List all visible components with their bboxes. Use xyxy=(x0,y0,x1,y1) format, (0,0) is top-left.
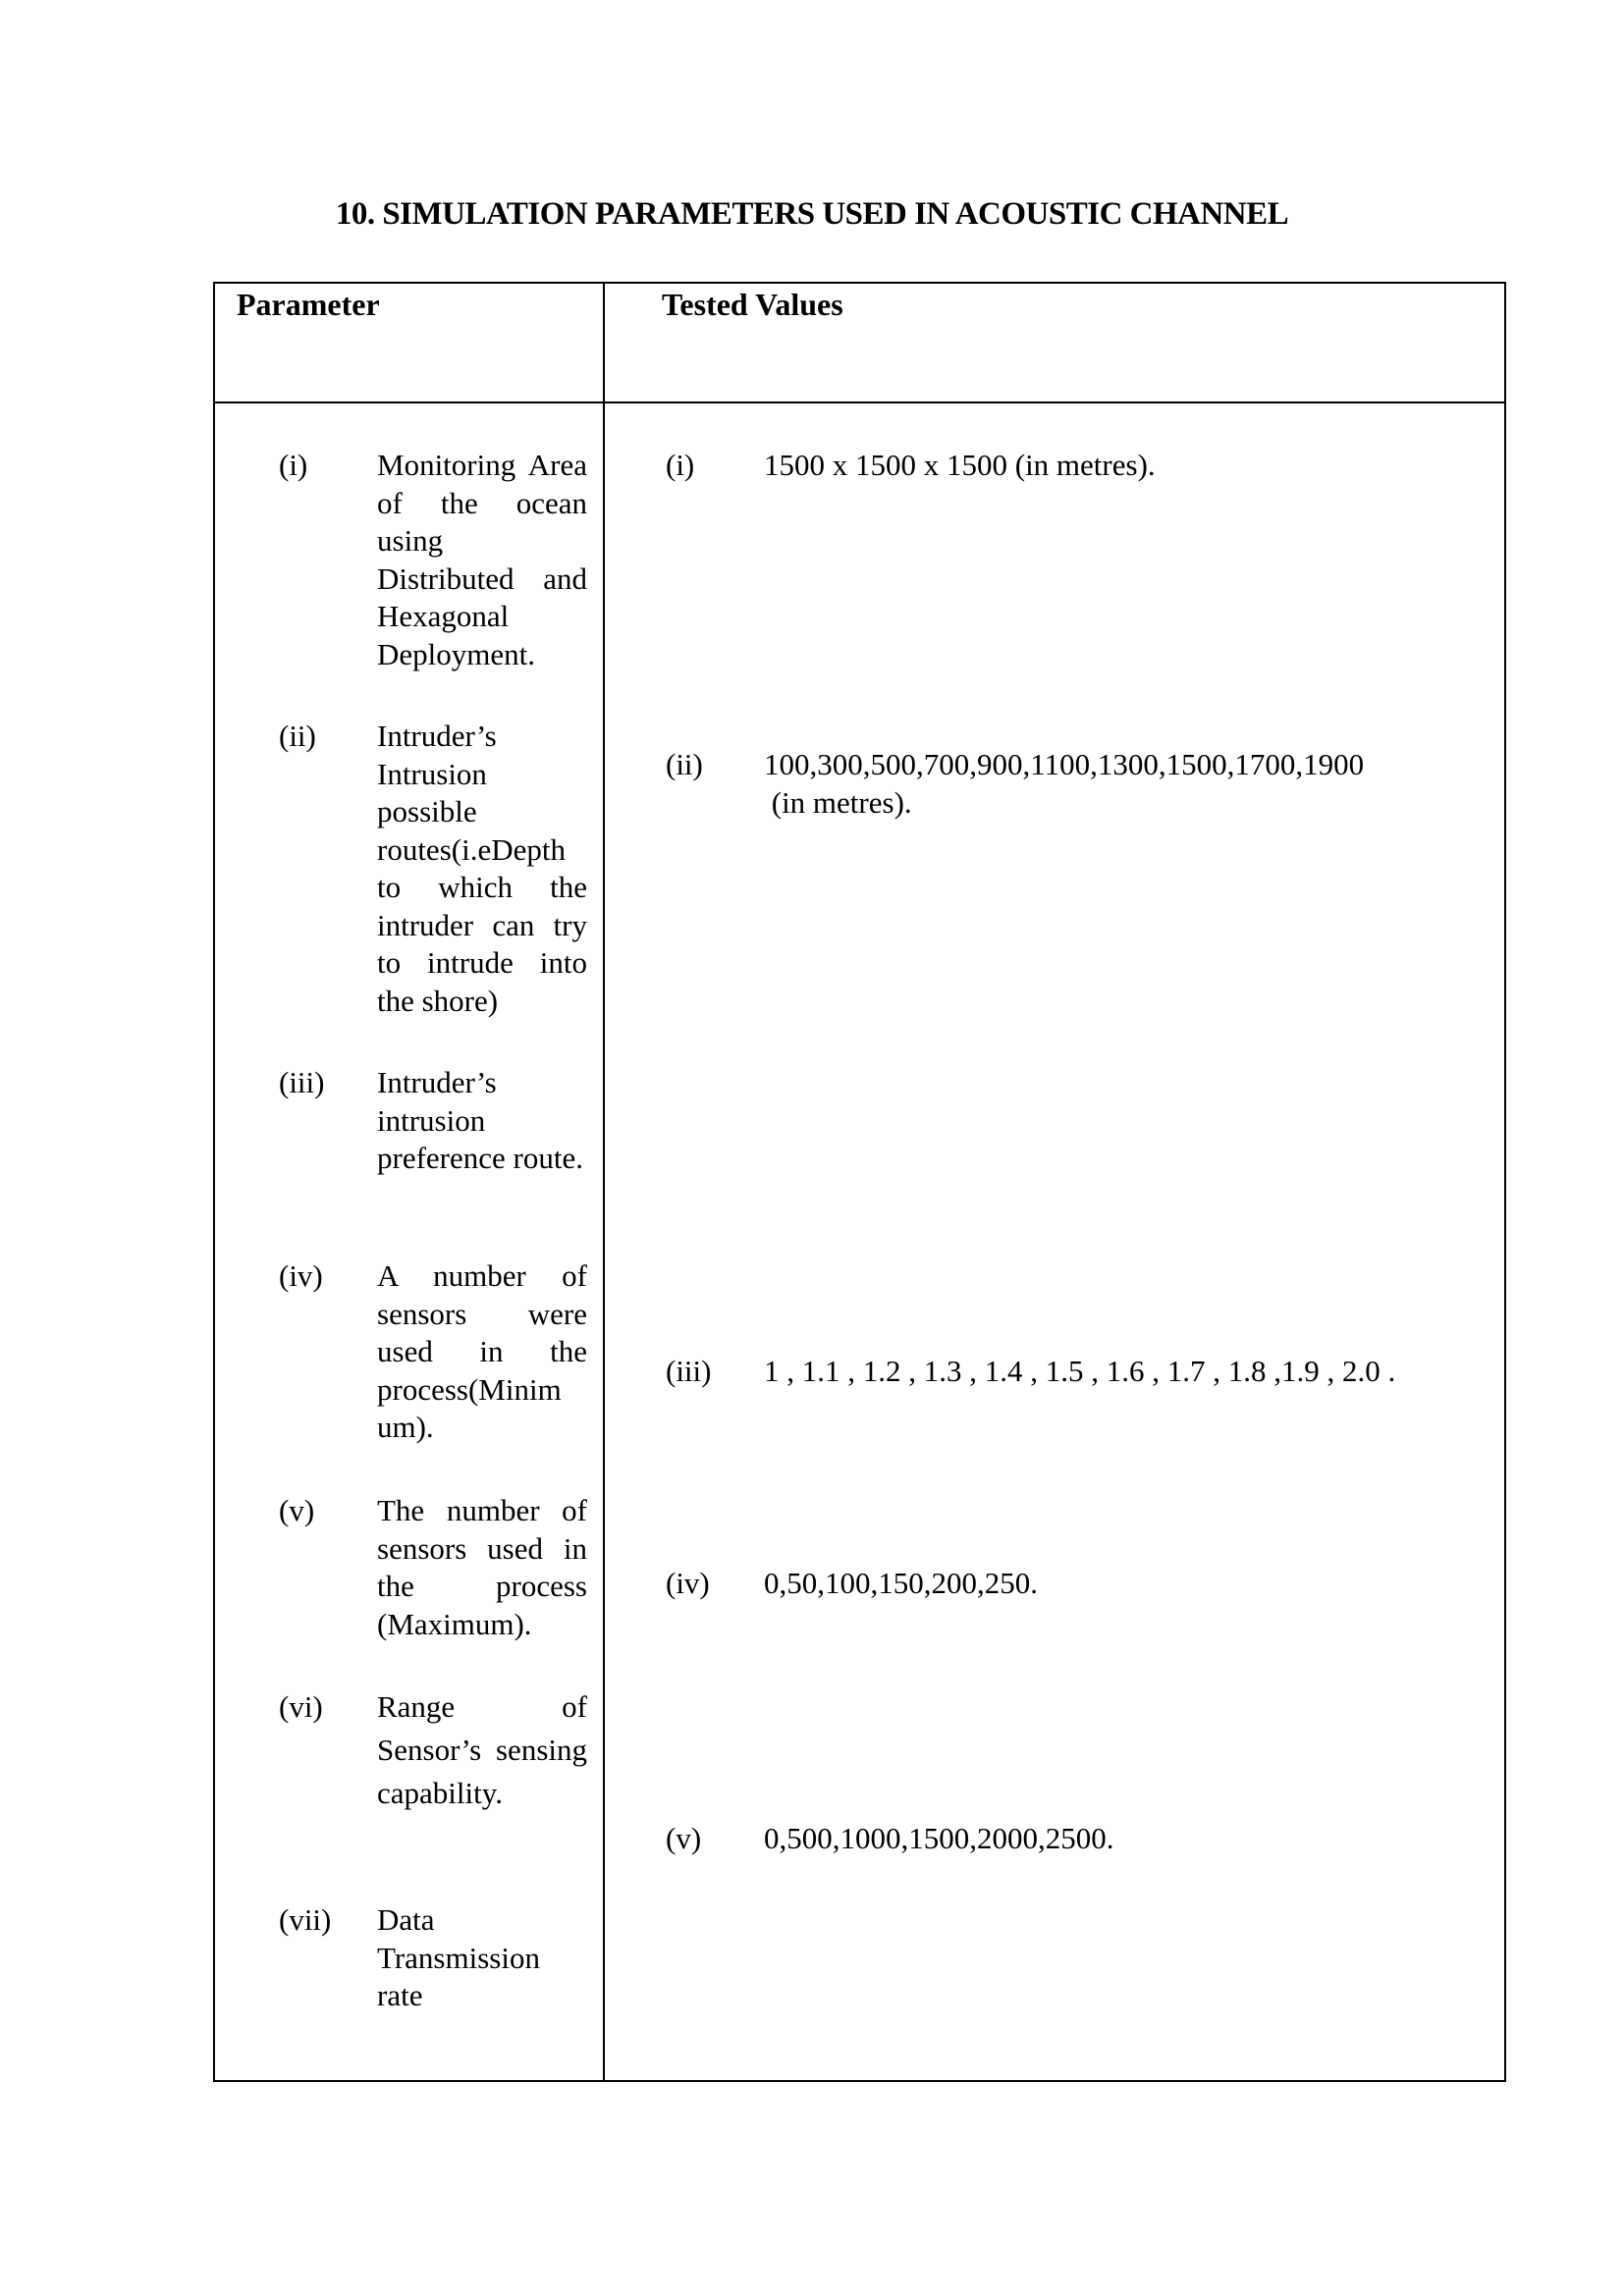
value-number: (v) xyxy=(666,1821,702,1855)
parameter-number: (iii) xyxy=(279,1065,325,1099)
tested-values-column-header: Tested Values xyxy=(662,287,843,322)
column-divider xyxy=(603,284,605,2080)
header-divider xyxy=(215,401,1504,403)
value-text: 100,300,500,700,900,1100,1300,1500,1700,1900 (in metres). xyxy=(764,747,1365,820)
value-text: 1 , 1.1 , 1.2 , 1.3 , 1.4 , 1.5 , 1.6 , 1.7 , 1.8 ,1.9 , 2.0 . xyxy=(764,1354,1396,1388)
value-number: (iii) xyxy=(666,1354,712,1388)
parameter-text: Intruder’s Intrusion possible routes(i.eDepth to which the intruder can try to intrude into the shore) xyxy=(377,719,587,1018)
parameter-text: Range of Sensor’s sensing capability. xyxy=(377,1689,587,1810)
parameter-text: Intruder’s intrusion preference route. xyxy=(377,1065,583,1175)
parameter-number: (vii) xyxy=(279,1902,332,1937)
simulation-parameters-table xyxy=(213,282,1506,2082)
value-text: 0,500,1000,1500,2000,2500. xyxy=(764,1821,1114,1855)
parameter-number: (ii) xyxy=(279,719,316,753)
page-title: 10. SIMULATION PARAMETERS USED IN ACOUSTIC CHANNEL xyxy=(335,196,1289,232)
value-number: (ii) xyxy=(666,747,703,781)
parameter-text: A number of sensors were used in the process(Minim um). xyxy=(377,1258,587,1444)
parameter-number: (iv) xyxy=(279,1258,323,1293)
parameter-text: Monitoring Area of the ocean using Distributed and Hexagonal Deployment. xyxy=(377,448,587,671)
parameter-text: Data Transmission rate xyxy=(377,1902,540,2012)
value-number: (i) xyxy=(666,448,695,482)
parameter-number: (v) xyxy=(279,1493,315,1527)
parameter-text: The number of sensors used in the process (Maximum). xyxy=(377,1493,587,1641)
parameter-number: (i) xyxy=(279,448,308,482)
value-text: 1500 x 1500 x 1500 (in metres). xyxy=(764,448,1156,482)
parameter-column-header: Parameter xyxy=(237,287,380,322)
value-text: 0,50,100,150,200,250. xyxy=(764,1566,1038,1600)
parameter-number: (vi) xyxy=(279,1689,323,1724)
value-number: (iv) xyxy=(666,1566,710,1600)
